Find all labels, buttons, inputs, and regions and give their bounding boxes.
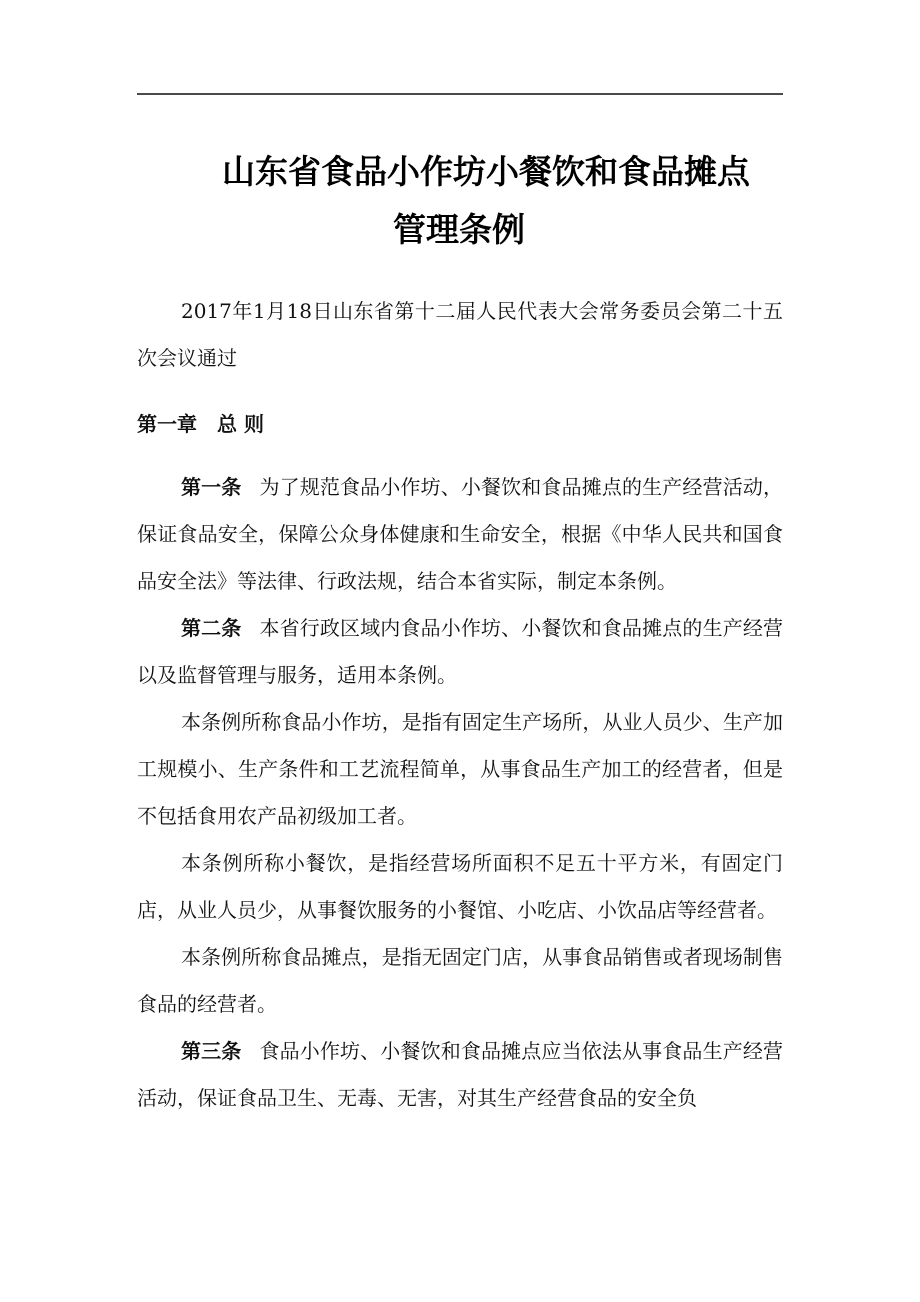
- adoption-note: 2017年1月18日山东省第十二届人民代表大会常务委员会第二十五次会议通过: [137, 299, 783, 370]
- article-text: 食品小作坊、小餐饮和食品摊点应当依法从事食品生产经营活动，保证食品卫生、无毒、无害，对其生产经营食品的安全负: [137, 1039, 784, 1110]
- article-3: [137, 1028, 783, 1122]
- article-text: 为了规范食品小作坊、小餐饮和食品摊点的生产经营活动，保证食品安全，保障公众身体健康和生命安全，根据《中华人民共和国食品安全法》等法律、行政法规，结合本省实际，制定本条例。: [137, 475, 784, 593]
- header-rule: [137, 93, 783, 95]
- article-2-paragraph: 本条例所称食品摊点，是指无固定门店，从事食品销售或者现场制售食品的经营者。: [137, 945, 783, 1016]
- article-label: 第二条: [181, 616, 242, 640]
- article-1: [137, 464, 783, 605]
- document-body: [137, 288, 783, 1122]
- article-label: 第三条: [181, 1039, 242, 1063]
- article-label: 第一条: [181, 475, 242, 499]
- document-title-line-1: 山东省食品小作坊小餐饮和食品摊点: [222, 152, 750, 191]
- article-2-paragraph: 本条例所称食品小作坊，是指有固定生产场所，从业人员少、生产加工规模小、生产条件和工艺流程简单，从事食品生产加工的经营者，但是不包括食用农产品初级加工者。: [137, 710, 783, 828]
- article-text: 本省行政区域内食品小作坊、小餐饮和食品摊点的生产经营以及监督管理与服务，适用本条例。: [137, 616, 784, 687]
- article-2: [137, 605, 783, 699]
- article-2-paragraph: 本条例所称小餐饮，是指经营场所面积不足五十平方米，有固定门店，从业人员少，从事餐饮服务的小餐馆、小吃店、小饮品店等经营者。: [137, 851, 783, 922]
- document-title-line-2: 管理条例: [393, 210, 525, 249]
- chapter-heading: 第一章 总 则: [137, 412, 264, 436]
